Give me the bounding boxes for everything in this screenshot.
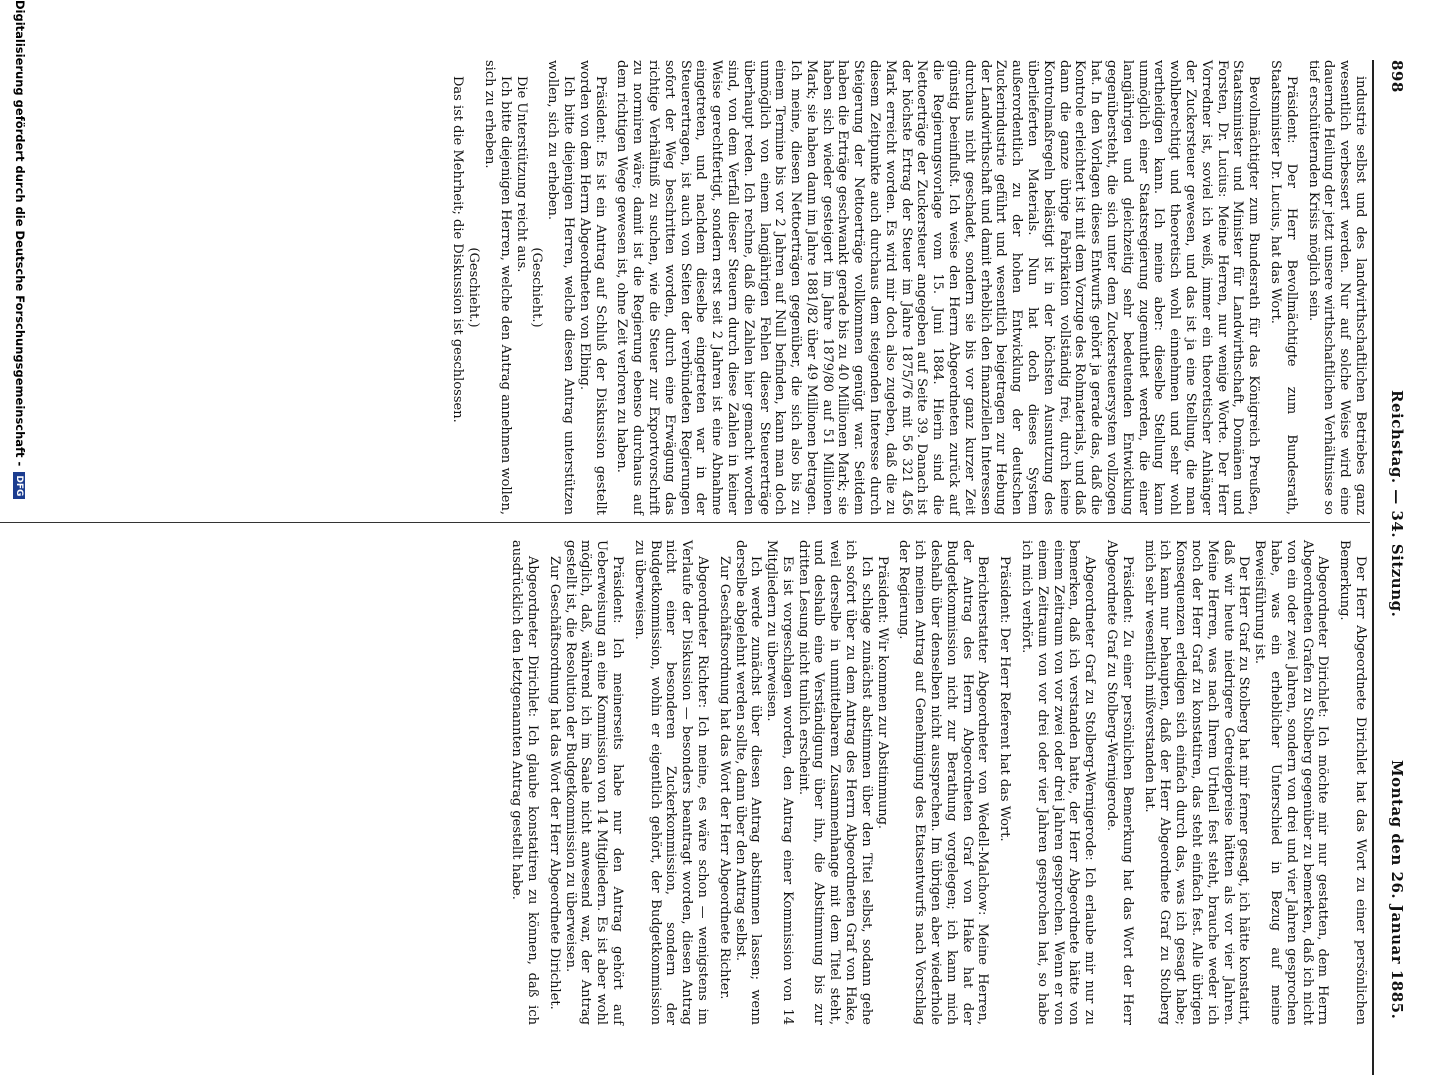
paragraph: Der Herr Abgeordnete Dirichlet hat das Wort zu einer persönlichen Bemerkung. xyxy=(1337,540,1368,1025)
paragraph: Abgeordneter Graf zu Stolberg-Wernigerode: Ich erlaube mir nur zu bemerken, daß ich verstanden hatte, der Herr Abgeordnete hätte von einem Zeitraum von vor zwei oder drei Jahren gesprochen. Wenn er von einem Zeitraum von vor drei oder vier Jahren gesprochen hat, so habe ich mich verhört. xyxy=(1019,540,1098,1025)
paragraph: Abgeordneter Richter: Ich meine, es wäre schon — wenigstens im Verlaufe der Diskussion — besonders beantragt worden, diesen Antrag nicht einer besonderen Zuckerkommission, sondern der Budgetkommission, wohin er eigentlich gehört, der Budgetkommission zu überweisen. xyxy=(631,540,710,1025)
digitization-footer xyxy=(13,0,27,1000)
paragraph: Präsident: Wir kommen zur Abstimmung. xyxy=(874,556,890,830)
page-number: 898 xyxy=(1388,60,1406,93)
paragraph: Präsident: Es ist ein Antrag auf Schluß der Diskussion gestellt worden von dem Herrn Abgeordneten von Elbing. xyxy=(576,60,608,515)
header-session: Reichstag. — 34. Sitzung. xyxy=(1388,390,1406,618)
header-rule xyxy=(1372,60,1374,1075)
stage-direction: (Geschieht.) xyxy=(529,247,545,328)
left-column xyxy=(450,60,1368,515)
paragraph: Zur Geschäftsordnung hat das Wort der Herr Abgeordnete Richter. xyxy=(716,556,732,1000)
paragraph: Ich bitte diejenigen Herren, welche diesen Antrag unterstützen wollen, sich zu erheben. xyxy=(545,60,576,515)
paragraph: Präsident: Ich meinerseits habe nur den Antrag gehört auf Ueberweisung an eine Kommission von 14 Mitgliedern. Es ist aber wohl möglich, daß, während ich im Saale nicht anwesend war, der Antrag gestellt ist, die Resolution der Budgetkommission zu überweisen. xyxy=(562,540,625,1025)
paragraph: Ich bitte diejenigen Herren, welche den Antrag annehmen wollen, sich zu erheben. xyxy=(481,60,513,515)
header-date: Montag den 26. Januar 1885. xyxy=(1388,760,1406,1020)
paragraph: Abgeordneter Dirichlet: Ich möchte mir nur gestatten, dem Herrn Abgeordneten Grafen zu Stolberg gegenüber zu bemerken, daß ich nicht von ein oder zwei Jahren, sondern von drei und vier Jahren gesprochen habe, was ein erheblicher Unterschied in Bezug auf meine Beweisführung ist. xyxy=(1252,540,1331,1025)
dfg-logo: DFG xyxy=(13,472,25,499)
paragraph: Präsident: Der Herr Referent hat das Wort. xyxy=(997,556,1013,842)
paragraph: Es ist vorgeschlagen worden, den Antrag einer Kommission von 14 Mitgliedern zu überweisen. xyxy=(764,540,795,1025)
paragraph: Präsident: Zu einer persönlichen Bemerkung hat das Wort der Herr Abgeordnete Graf zu Stolberg-Wernigerode. xyxy=(1104,540,1135,1025)
paragraph: Abgeordneter Dirichlet: Ich glaube konstatiren zu können, daß ich ausdrücklich den letztgenannten Antrag gestellt habe. xyxy=(509,540,540,1025)
paragraph: Ich werde zunächst über diesen Antrag abstimmen lassen; wenn derselbe abgelehnt werden sollte, dann über den Antrag selbst. xyxy=(732,540,764,1025)
paragraph: Präsident: Der Herr Bevollmächtigte zum Bundesrath, Staatsminister Dr. Lucius, hat das Wort. xyxy=(1268,60,1299,515)
footer-text: Digitalisierung gefördert durch die Deutsche Forschungsgemeinschaft - xyxy=(13,0,27,467)
paragraph: Das ist die Mehrheit; die Diskussion ist geschlossen. xyxy=(450,76,466,423)
paragraph: Die Unterstützung reicht aus. xyxy=(513,76,529,273)
right-column xyxy=(508,540,1368,1025)
page-header xyxy=(1372,60,1432,1065)
paragraph: Berichterstatter Abgeordneter von Wedell-Malchow: Meine Herren, der Antrag des Herrn Abgeordneten Graf von Hake hat der Budgetkommission nicht zur Berathung vorgelegen; ich kann mich deshalb über denselben nicht aussprechen. Im übrigen aber wiederhole ich meinen Antrag auf Genehmigung des Etatsentwurfs nach Vorschlag der Regierung. xyxy=(896,540,991,1025)
paragraph: industrie selbst und des landwirthschaftlichen Betriebes ganz wesentlich verbessert werden. Nur auf solche Weise wird eine dauernde Heilung der jetzt unsere wirthschaftlichen Verhältnisse so tief erschütternden Krisis möglich sein. xyxy=(1305,60,1368,515)
paragraph: Zur Geschäftsordnung hat das Wort der Herr Abgeordnete Dirichlet. xyxy=(546,556,562,1010)
paragraph: Ich schlage zunächst abstimmen über den Titel selbst, sodann gehe ich sofort über zu dem Antrag des Herrn Abgeordneten Graf von Hake, weil derselbe in unmittelbarem Zusammenhange mit dem Titel steht, und deshalb eine Verständigung über ihn, die Abstimmung bis zur dritten Lesung nicht tunlich erscheint. xyxy=(795,540,874,1025)
paragraph: Der Herr Graf zu Stolberg hat mir ferner gesagt, ich hätte konstatirt, daß wir heute niedrigere Getreidepreise hätten als vor vier Jahren. Meine Herren, was nach Ihrem Urtheil fest steht, brauche weder ich noch der Herr Graf zu konstatiren, das steht einfach fest. Alle übrigen Konsequenzen erledigen sich einfach durch das, was ich gesagt habe; ich kann nur behaupten, daß der Herr Abgeordnete Graf zu Stolberg mich sehr wesentlich mißverstanden hat. xyxy=(1141,540,1252,1025)
paragraph: Bevollmächtigter zum Bundesrath für das Königreich Preußen, Staatsminister und Minister für Landwirthschaft, Domänen und Forsten, Dr. Lucius: Meine Herren, nur wenige Worte. Der Herr Vorredner ist, soviel ich weiß, immer ein theoretischer Anhänger der Zuckersteuer gewesen, und das ist ja eine Stellung, die man wohlberechtigt und theoretisch wohl einnehmen und sehr wohl vertheidigen kann. Ich meine aber: dieselbe Stellung kann unmöglich einer Staatsregierung zugemuthet werden, die einer langjährigen und gleichzeitig sehr bedeutenden Entwicklung gegenübersteht, die sich unter dem Zuckersteuersystem vollzogen hat. In den Vorlagen dieses Entwurfs gehört ja gerade das, daß die Kontrole erleichtert ist mit dem Vorzuge des Rohmaterials, und daß dann die ganze übrige Fabrikation vollständig frei, durch keine Kontrolmaßregeln belästigt ist in der höchsten Ausnutzung des überlieferten Materials. Nun hat doch dieses System außerordentlich zu der hohen Entwicklung der deutschen Zuckerindustrie geführt und wesentlich beigetragen zur Hebung der Landwirthschaft und damit erheblich den finanziellen Interessen durchaus nicht geschadet, sondern sie bis vor ganz kurzer Zeit günstig beeinflußt. Ich weise den Herrn Abgeordneten zurück auf die Regierungsvorlage vom 15. Juni 1884. Hierin sind die Nettoerträge der Zuckersteuer angegeben auf Seite 39. Danach ist der höchste Ertrag der Steuer im Jahre 1875/76 mit 56 321 456 Mark erreicht worden. Es wird mir doch also zugeben, daß die zu diesem Zeitpunkte auch durchaus dem steigenden Interesse durch Steigerung der Nettoerträge vollkommen genügt war. Seitdem haben die Erträge geschwankt gerade bis zu 40 Millionen Mark; sie haben sich wieder gesteigert im Jahre 1879/80 auf 51 Millionen Mark; sie haben dann im Jahre 1881/82 über 49 Millionen betragen. Ich meine, diesen Nettoerträgen gegenüber, die sich also bis zu einem Termine bis vor 2 Jahren auf Null befinden, kann man doch unmöglich von einem langjährigen Fehlen dieser Steuererträge überhaupt reden. Ich rechne, daß die Zahlen hier gemacht worden sind, von dem Verfall dieser Steuern durch diese Zahlen in keiner Weise gerechtfertigt, sondern erst seit 2 Jahren ist eine Abnahme eingetreten, und nachdem dieselbe eingetreten war in der Steuerertragen, ist auch von Seiten der verbündeten Regierungen sofort der Weg beschritten worden, durch eine Erwägung das richtige Verhältniß zu suchen, wie die Steuer zur Exportvorschrift zu normiren wäre; damit ist die Regierung ebenso durchaus auf dem richtigen Wege gewesen ist, ohne Zeit verloren zu haben. xyxy=(614,60,1262,515)
stage-direction: (Geschieht.) xyxy=(466,247,482,328)
column-divider xyxy=(0,522,1370,523)
